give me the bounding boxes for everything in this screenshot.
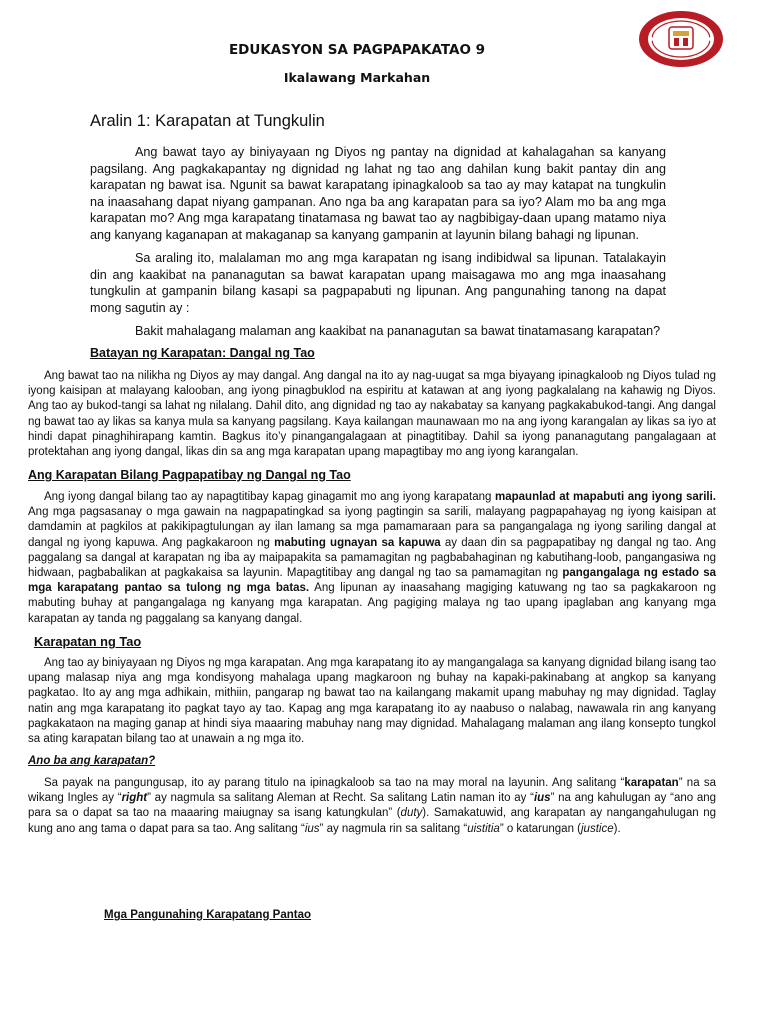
- text-run: ” na ang kahulugan ay “ano ang para sa o dapat sa tao na maaaring maiugnay sa isang katungkulan” (: [28, 792, 717, 820]
- intro-paragraph-text: Sa araling ito, malalaman mo ang mga karapatan ng isang indibidwal sa lipunan. Tatalakayin din ang kaakibat na pananagutan sa bawat karapatan upang maisagawa mo ang mga inaasahang tungkulin at gampanin bilang kasapi sa pagpapabuti ng lipunan. Ang pangunahing tanong na dapat mong sagutin ay :: [90, 251, 666, 315]
- italic-text: duty: [400, 807, 423, 820]
- section-paragraph: [28, 490, 716, 627]
- intro-paragraph: [90, 250, 666, 316]
- document-subtitle: Ikalawang Markahan: [283, 70, 431, 85]
- text-run: ” o katarungan (: [499, 822, 581, 835]
- text-run: Sa payak na pangungusap, ito ay parang titulo na ipinagkaloob sa tao na may moral na layunin. Ang salitang “: [44, 777, 625, 789]
- italic-text: justice: [581, 822, 614, 835]
- section-heading: Batayan ng Karapatan: Dangal ng Tao: [90, 346, 315, 360]
- key-question: [90, 323, 666, 340]
- emphasis-text: right: [121, 792, 148, 805]
- key-question-text: Bakit mahalagang malaman ang kaakibat na pananagutan sa bawat tinatamasang karapatan?: [135, 324, 661, 338]
- intro-paragraph: [90, 144, 666, 244]
- emphasis-text: pangangalaga ng estado sa mga karapatang pantao sa tulong ng mga batas.: [28, 567, 716, 595]
- text-run: Ang mga pagsasanay o mga gawain na nagpapatingkad sa iyong pagtingin sa sarili, malayang pagpapahayag ng iyong kaisipan at damdamin at pagkilos at pakikipagtulungan ay ilan lamang sa mga pamamaraan para sa pangangalaga ng iyong sariling dangal at dangal ng iyong kapuwa. Ang pagkakaroon ng: [28, 506, 716, 549]
- section-heading: Ang Karapatan Bilang Pagpapatibay ng Dangal ng Tao: [28, 468, 351, 482]
- emphasis-text: mabuting ugnayan sa kapuwa: [274, 536, 441, 549]
- section-heading: Mga Pangunahing Karapatang Pantao: [104, 909, 312, 921]
- emphasis-text: karapatan: [624, 777, 679, 789]
- text-run: Ang iyong dangal bilang tao ay napagtitibay kapag ginagamit mo ang iyong karapatang: [44, 491, 495, 503]
- text-run: ). Samakatuwid, ang karapatan ay nangangahulugan ng kung ano ang tama o dapat para sa tao. Ang salitang “: [28, 807, 716, 835]
- section-paragraph: [28, 776, 716, 837]
- emphasis-text: mapaunlad at mapabuti ang iyong sarili.: [495, 491, 716, 503]
- school-seal-logo: [638, 10, 724, 68]
- section-heading: Karapatan ng Tao: [34, 634, 142, 649]
- section-paragraph-text: Ang tao ay biniyayaan ng Diyos ng mga karapatan. Ang mga karapatang ito ay mangangalaga sa kanyang dignidad bilang isang tao upang malasap niya ang mga kondisyong mahalaga upang magkaroon ng buhay na kapaki-pakinabang at angkop sa kanyang pagkatao. Ito ay ang mga adhikain, mithiin, pangarap ng bawat tao na kailangang makamit upang mabuhay ng may dignidad. Taglay natin ang mga karapatang ito pagkat tayo ay tao. Kapag ang mga karapatang ito ay naabuso o nalabag, nawawala rin ang kanyang pagkakataon na maging ganap at hindi siya maaaring mabuhay nang may dignidad. Mahalagang malaman ang ilang konsepto tungkol sa ating karapatan bilang tao at unawain a ng mga ito.: [28, 657, 716, 746]
- intro-paragraph-text: Ang bawat tayo ay biniyayaan ng Diyos ng pantay na dignidad at kahalagahan sa kanyang pagsilang. Ang pagkakapantay ng dignidad ng lahat ng tao ang dahilan kung bakit pantay din ang karapatan ng bawat isa. Ngunit sa bawat karapatang ipinagkaloob sa tao ay may katapat na tungkulin na inaasahang dapat niyang gampanan. Ano nga ba ang karapatan para sa iyo? Alam mo ba ang mga karapatan mo? Ang mga karapatang tinatamasa ng bawat tao ay nagbibigay-daan upang matamo niya ang kanyang kaganapan at makaganap sa kanyang gampanin at layunin bilang bahagi ng lipunan.: [90, 145, 666, 242]
- text-run: ” na sa wikang Ingles ay “: [28, 777, 716, 805]
- text-run: ” ay nagmula rin sa salitang “: [319, 822, 468, 835]
- emphasis-text: ius: [533, 792, 551, 805]
- text-run: ” ay nagmula sa salitang Aleman at Recht. Sa salitang Latin naman ito ay “: [147, 792, 534, 805]
- italic-text: ius: [304, 822, 320, 835]
- document-title: EDUKASYON SA PAGPAPAKATAO 9: [228, 42, 486, 58]
- text-run: ).: [613, 822, 621, 835]
- text-run: ay daan din sa pagpapatibay ng dangal ng tao. Ang paggalang sa dangal at karapatan ng iba ay maipapakita sa pamamagitan ng pagbabahaginan ng kabutihang-loob, pangangasiwa ng hidwaan, pagbabalikan at pagkakaisa sa layunin. Mapagtitibay ang dangal ng tao sa pamamagitan ng: [28, 536, 716, 580]
- section-paragraph-text: Ang bawat tao na nilikha ng Diyos ay may dangal. Ang dangal na ito ay nag-uugat sa mga biyayang ipinagkaloob ng Diyos tulad ng iyong kaisipan at malayang kalooban, ang iyong pinagbuklod na espiritu at katawan at ang iyong pagkalalang na kahawig ng Diyos. Ang tao ay bukod-tangi sa lahat ng nilalang. Dahil dito, ang dignidad ng tao ay nakabatay sa kanyang pagkakabukod-tangi. Ang dangal ng bawat tao ay likas sa kanya mula sa kanyang pagsilang. Kaya kailangan maunawaan mo na ang iyong karangalan ay likas sa iyo at hindi dapat pinaghihirapang kamtin. Bagkus ito’y pinangangalagaan at pinagtitibay. Dahil sa iyong pananagutang pangalagaan at protektahan ang iyong dangal, likas din sa ang mga karapatan upang mapagtibay mo ang iyong karangalan.: [28, 370, 716, 459]
- italic-text: uistitia: [467, 822, 500, 835]
- lesson-title: Aralin 1: Karapatan at Tungkulin: [90, 112, 325, 130]
- text-run: Ang lipunan ay inaasahang magiging katuwang ng tao sa pagkakaroon ng mabuting buhay at pangangalaga ng kanyang mga karapatan. Ang pagiging malaya ng tao upang ipaglaban ang kanyang mga karapatan ay tanda ng paggalang sa kanyang dangal.: [28, 582, 716, 625]
- section-heading: Ano ba ang karapatan?: [28, 755, 156, 767]
- section-paragraph: [28, 656, 716, 747]
- section-paragraph: [28, 369, 716, 460]
